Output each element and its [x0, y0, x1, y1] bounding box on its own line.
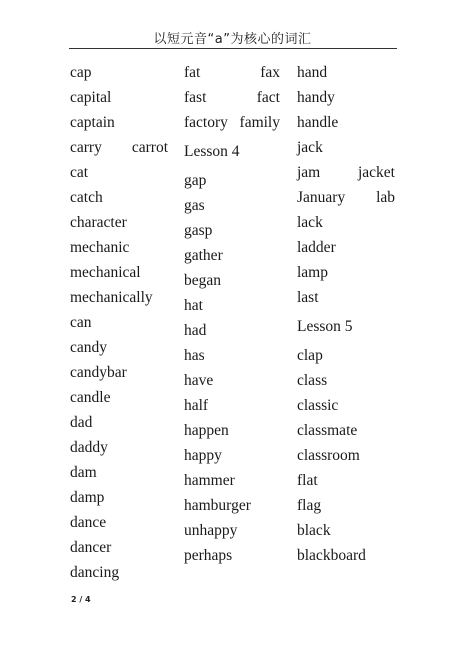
- word-row: [297, 60, 395, 85]
- word-row: [184, 218, 280, 243]
- word-row: [297, 468, 395, 493]
- vocabulary-word: hand: [297, 64, 328, 81]
- word-row: [184, 393, 280, 418]
- vocabulary-word: dancing: [70, 564, 120, 581]
- vocabulary-word: dad: [70, 414, 93, 431]
- word-row: [70, 235, 168, 260]
- word-row: [297, 260, 395, 285]
- vocabulary-word: dance: [70, 514, 107, 531]
- word-row: [297, 393, 395, 418]
- vocabulary-word: blackboard: [297, 547, 366, 564]
- word-row: [184, 468, 280, 493]
- word-row: [70, 185, 168, 210]
- vocabulary-word: fast: [184, 89, 207, 106]
- word-row: [297, 85, 395, 110]
- vocabulary-word: began: [184, 272, 222, 289]
- word-row: [70, 160, 168, 185]
- vocabulary-word: jam: [297, 164, 321, 181]
- word-row: [70, 385, 168, 410]
- word-row: [297, 110, 395, 135]
- lesson-heading: [297, 310, 395, 343]
- lesson-heading: [184, 135, 280, 168]
- word-row: [297, 368, 395, 393]
- vocabulary-word: gap: [184, 172, 207, 189]
- word-row: [297, 210, 395, 235]
- word-row: [70, 535, 168, 560]
- vocabulary-word: half: [184, 397, 209, 414]
- vocabulary-word: lab: [376, 189, 395, 206]
- word-row: [184, 243, 280, 268]
- vocabulary-word: fact: [256, 89, 280, 106]
- word-row: [297, 418, 395, 443]
- vocabulary-word: handle: [297, 114, 339, 131]
- word-row: [70, 560, 168, 585]
- word-row: [297, 285, 395, 310]
- word-row: [184, 293, 280, 318]
- word-row: [184, 85, 280, 110]
- vocabulary-word: classic: [297, 397, 339, 414]
- vocabulary-word: classmate: [297, 422, 358, 439]
- vocabulary-word: lamp: [297, 264, 328, 281]
- word-row: [297, 443, 395, 468]
- vocabulary-word: damp: [70, 489, 105, 506]
- word-row: [184, 493, 280, 518]
- vocabulary-word: mechanically: [70, 289, 153, 306]
- word-row: [70, 510, 168, 535]
- word-row: [70, 135, 168, 160]
- word-row: [70, 260, 168, 285]
- vocabulary-word: captain: [70, 114, 115, 131]
- vocabulary-word: dancer: [70, 539, 112, 556]
- lesson-heading-text: Lesson 4: [184, 143, 240, 160]
- vocabulary-word: flat: [297, 472, 318, 489]
- vocabulary-word: carry: [70, 139, 102, 156]
- word-row: [184, 168, 280, 193]
- word-row: [297, 235, 395, 260]
- vocabulary-word: jack: [297, 139, 323, 156]
- vocabulary-word: unhappy: [184, 522, 238, 539]
- word-row: [184, 368, 280, 393]
- word-row: [297, 493, 395, 518]
- word-row: [70, 310, 168, 335]
- vocabulary-word: candle: [70, 389, 111, 406]
- page-title: 以短元音“a”为核心的词汇: [153, 32, 312, 47]
- vocabulary-word: flag: [297, 497, 322, 514]
- vocabulary-word: gasp: [184, 222, 213, 239]
- word-row: [70, 435, 168, 460]
- vocabulary-word: class: [297, 372, 328, 389]
- word-row: [184, 193, 280, 218]
- vocabulary-word: fax: [260, 64, 280, 81]
- vocabulary-word: hat: [184, 297, 203, 314]
- word-row: [297, 343, 395, 368]
- vocabulary-word: last: [297, 289, 319, 306]
- vocabulary-word: mechanical: [70, 264, 141, 281]
- word-row: [184, 543, 280, 568]
- word-row: [184, 110, 280, 135]
- word-row: [184, 418, 280, 443]
- word-row: [70, 110, 168, 135]
- word-row: [297, 185, 395, 210]
- lesson-heading-text: Lesson 5: [297, 318, 353, 335]
- vocabulary-word: capital: [70, 89, 112, 106]
- page-number: 2 / 4: [71, 595, 91, 604]
- word-row: [70, 335, 168, 360]
- vocabulary-word: happen: [184, 422, 229, 439]
- word-row: [297, 518, 395, 543]
- word-row: [70, 460, 168, 485]
- vocabulary-word: cap: [70, 64, 92, 81]
- vocabulary-word: had: [184, 322, 207, 339]
- word-row: [184, 268, 280, 293]
- vocabulary-word: carrot: [131, 139, 168, 156]
- word-row: [70, 210, 168, 235]
- vocabulary-word: black: [297, 522, 331, 539]
- word-row: [70, 410, 168, 435]
- word-row: [297, 543, 395, 568]
- vocabulary-word: fat: [184, 64, 201, 81]
- word-row: [184, 60, 280, 85]
- word-row: [184, 318, 280, 343]
- word-row: [184, 443, 280, 468]
- word-row: [297, 135, 395, 160]
- vocabulary-word: hammer: [184, 472, 235, 489]
- vocabulary-word: mechanic: [70, 239, 130, 256]
- vocabulary-word: gas: [184, 197, 205, 214]
- vocabulary-word: perhaps: [184, 547, 233, 564]
- vocabulary-word: handy: [297, 89, 335, 106]
- vocabulary-word: gather: [184, 247, 223, 264]
- vocabulary-word: happy: [184, 447, 222, 464]
- vocabulary-word: lack: [297, 214, 323, 231]
- vocabulary-word: January: [297, 189, 346, 206]
- word-column-3: [297, 60, 395, 568]
- word-row: [184, 343, 280, 368]
- vocabulary-word: has: [184, 347, 205, 364]
- vocabulary-word: have: [184, 372, 214, 389]
- word-row: [70, 60, 168, 85]
- vocabulary-word: classroom: [297, 447, 360, 464]
- vocabulary-word: factory: [184, 114, 228, 131]
- vocabulary-word: can: [70, 314, 92, 331]
- vocabulary-word: catch: [70, 189, 103, 206]
- word-column-2: [184, 60, 280, 568]
- vocabulary-word: cat: [70, 164, 89, 181]
- vocabulary-word: candybar: [70, 364, 127, 381]
- word-column-1: [70, 60, 168, 585]
- vocabulary-word: family: [239, 114, 280, 131]
- word-row: [70, 360, 168, 385]
- vocabulary-word: jacket: [357, 164, 395, 181]
- word-row: [70, 285, 168, 310]
- word-row: [184, 518, 280, 543]
- vocabulary-word: dam: [70, 464, 97, 481]
- vocabulary-word: candy: [70, 339, 108, 356]
- header-divider: [69, 48, 397, 49]
- word-row: [297, 160, 395, 185]
- vocabulary-word: character: [70, 214, 127, 231]
- vocabulary-word: clap: [297, 347, 323, 364]
- word-row: [70, 485, 168, 510]
- vocabulary-word: daddy: [70, 439, 108, 456]
- word-row: [70, 85, 168, 110]
- vocabulary-word: ladder: [297, 239, 336, 256]
- vocabulary-word: hamburger: [184, 497, 251, 514]
